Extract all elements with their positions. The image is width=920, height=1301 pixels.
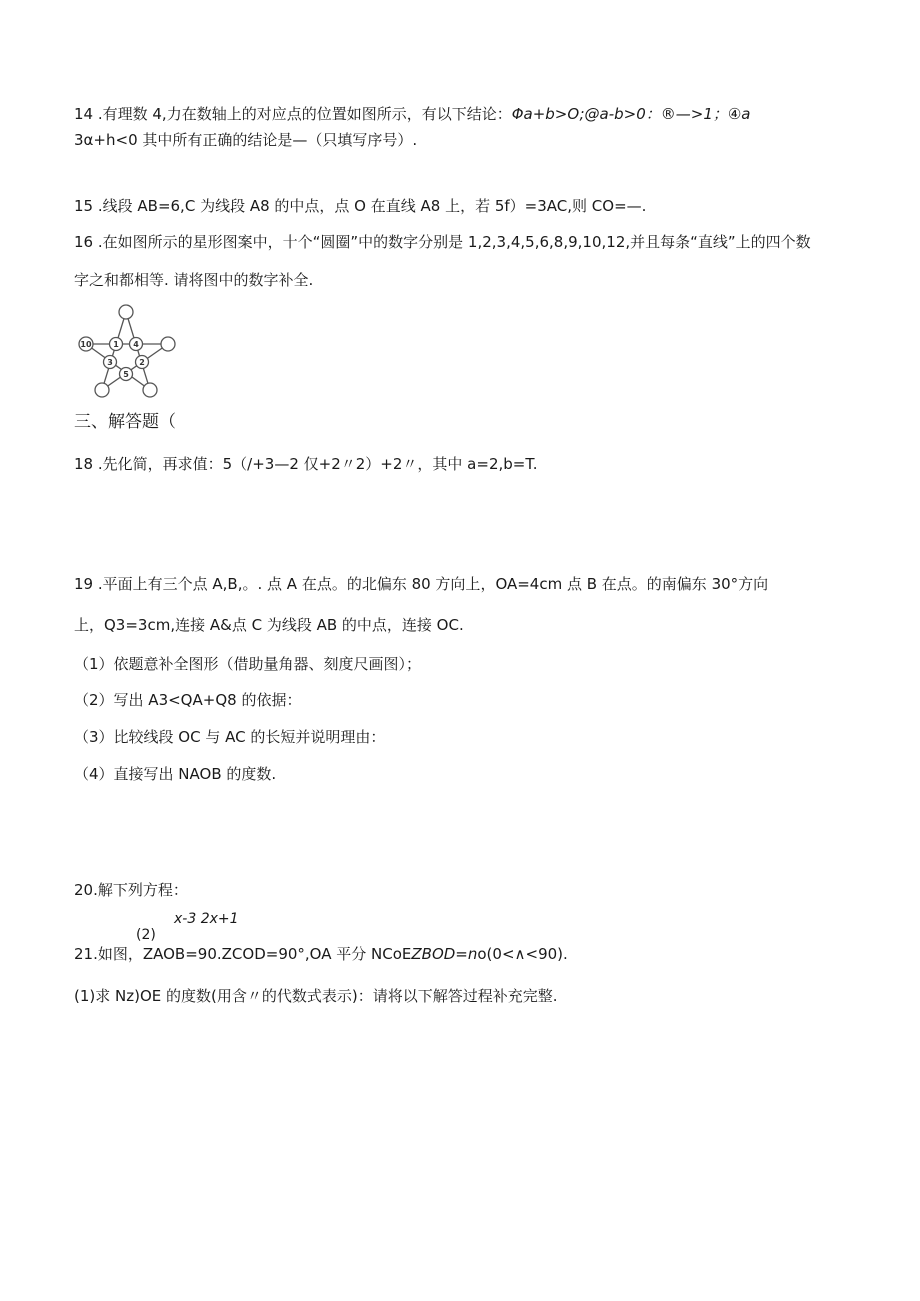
star-circle-right — [161, 337, 175, 351]
question-15: 15 .线段 AB=6,C 为线段 A8 的中点，点 O 在直线 A8 上，若 5f）=3AC,则 CO=—. — [74, 197, 647, 215]
section-3-heading: 三、解答题（ — [74, 412, 176, 432]
star-number-4: 4 — [133, 340, 139, 349]
star-number-2: 2 — [139, 358, 145, 367]
question-21 — [74, 944, 568, 964]
question-19-sub-1: （1）依题意补全图形（借助量角器、刻度尺画图）； — [74, 655, 422, 673]
equation-label: (2) — [136, 927, 156, 943]
question-18: 18 .先化简，再求值：5（/+3—2 仅+2〃2）+2〃，其中 a=2,b=T. — [74, 455, 538, 473]
star-circle-top — [119, 305, 133, 319]
question-14-text: 14 .有理数 4,力在数轴上的对应点的位置如图所示，有以下结论： — [74, 105, 512, 123]
star-number-5: 5 — [123, 370, 129, 379]
star-number-10: 10 — [80, 340, 92, 349]
question-21-text: 21.如图，ZAOB=90.ZCOD=90°,OA 平分 NCoE — [74, 945, 412, 963]
question-16-line-1: 16 .在如图所示的星形图案中，十个“圆圈”中的数字分别是 1,2,3,4,5,6,8,9,10,12,并且每条“直线”上的四个数 — [74, 233, 811, 251]
star-circle-bottom-left — [95, 383, 109, 397]
question-21-sub-1: (1)求 Nz)OE 的度数(用含〃的代数式表示)：请将以下解答过程补充完整. — [74, 987, 558, 1005]
question-19-line-2: 上，Q3=3cm,连接 A&点 C 为线段 AB 的中点，连接 OC. — [74, 616, 464, 634]
star-number-3: 3 — [107, 358, 113, 367]
question-14-line-2: 3α+h<0 其中所有正确的结论是—（只填写序号）. — [74, 131, 418, 149]
equation-numerators: x-3 2x+1 — [174, 911, 239, 927]
question-14-line-1 — [74, 104, 751, 124]
question-19-sub-3: （3）比较线段 OC 与 AC 的长短并说明理由： — [74, 728, 386, 746]
question-14-math: Φa+b>O;@a-b>0：®—>1；④a — [511, 105, 751, 123]
question-16-line-2: 字之和都相等. 请将图中的数字补全. — [74, 271, 314, 289]
question-21-tail: o(0<∧<90). — [477, 945, 568, 963]
star-pattern-figure — [74, 302, 184, 402]
question-20: 20.解下列方程： — [74, 881, 188, 899]
star-circle-bottom-right — [143, 383, 157, 397]
question-19-line-1: 19 .平面上有三个点 A,B,。. 点 A 在点。的北偏东 80 方向上，OA=4cm 点 B 在点。的南偏东 30°方向 — [74, 575, 769, 593]
question-21-math: ZBOD=n — [411, 945, 478, 963]
question-19-sub-4: （4）直接写出 NAOB 的度数. — [74, 765, 277, 783]
question-19-sub-2: （2）写出 A3<QA+Q8 的依据： — [74, 691, 302, 709]
star-number-1: 1 — [113, 340, 119, 349]
